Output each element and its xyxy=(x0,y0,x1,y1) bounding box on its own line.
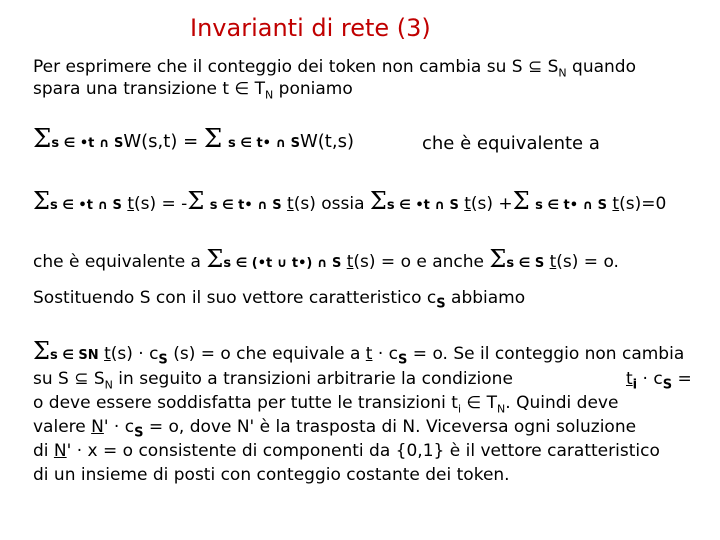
subscript: S xyxy=(158,352,168,368)
sum-subscript: s ∈ SN xyxy=(49,348,99,363)
body-text: ' · c xyxy=(103,417,135,437)
equation-text: W(t,s) xyxy=(299,131,354,152)
body-text: (s) = o che equivale a xyxy=(167,344,366,364)
sum-symbol: Σ xyxy=(512,187,530,215)
subscript: S xyxy=(662,377,673,393)
vector-t: t xyxy=(626,369,633,389)
equation-text: (s) = - xyxy=(134,194,188,214)
intro-line-2 xyxy=(33,78,353,106)
paragraph-line-5 xyxy=(33,440,660,462)
body-text: o deve essere soddisfatta per tutte le transizioni t xyxy=(33,393,458,413)
body-text: = o, dove N' è la trasposta di N. Viceversa ogni soluzione xyxy=(143,417,637,437)
body-text: Sostituendo S con il suo vettore caratteristico c xyxy=(33,288,437,308)
subscript: N xyxy=(265,88,274,102)
sum-subscript: s ∈ •t ∩ S xyxy=(49,198,122,213)
sum-subscript: s ∈ t• ∩ S xyxy=(209,198,282,213)
vector-t: t xyxy=(127,194,134,214)
body-text: ∈ T xyxy=(461,393,498,413)
sum-symbol: Σ xyxy=(187,187,205,215)
equation-1-tail: che è equivalente a xyxy=(422,133,600,154)
equation-text: che è equivalente a xyxy=(33,252,201,272)
intro-text: Per esprimere che il conteggio dei token non cambia su S ⊆ S xyxy=(33,57,559,77)
sum-subscript: s ∈ (•t ∪ t•) ∩ S xyxy=(223,256,342,271)
sum-symbol: Σ xyxy=(33,124,52,154)
substitution-line xyxy=(33,287,525,315)
body-text: = o. Se il conteggio non cambia xyxy=(407,344,685,364)
slide-title: Invarianti di rete (3) xyxy=(190,14,431,42)
sum-symbol: Σ xyxy=(33,337,50,365)
subscript: i xyxy=(632,377,638,393)
paragraph-line-6: di un insieme di posti con conteggio costante dei token. xyxy=(33,465,510,485)
vector-t: t xyxy=(104,344,111,364)
sum-symbol: Σ xyxy=(206,245,224,273)
paragraph-line-1 xyxy=(33,337,685,371)
vector-t: t xyxy=(287,194,294,214)
sum-symbol: Σ xyxy=(33,187,50,215)
paragraph-line-2-formula xyxy=(626,368,692,396)
equation-text: (s) = o e anche xyxy=(353,252,485,272)
body-text: valere xyxy=(33,417,92,437)
body-text: = xyxy=(672,369,692,389)
equation-text: (s) = o. xyxy=(556,252,619,272)
body-text: · c xyxy=(637,369,663,389)
equation-text: (s) ossia xyxy=(293,194,365,214)
equation-2 xyxy=(33,187,667,217)
sum-symbol: Σ xyxy=(369,187,387,215)
sum-subscript: s ∈ t• ∩ S xyxy=(535,198,608,213)
body-text: (s) · c xyxy=(110,344,159,364)
sum-subscript: s ∈ •t ∩ S xyxy=(386,198,459,213)
body-text: ' · x = o consistente di componenti da {0,1} è il vettore caratteristico xyxy=(66,441,660,461)
body-text: in seguito a transizioni arbitrarie la condizione xyxy=(112,369,513,389)
vector-t: t xyxy=(365,344,373,364)
equation-1 xyxy=(33,124,354,155)
sum-subscript: s ∈ •t ∩ S xyxy=(51,136,124,151)
sum-symbol: Σ xyxy=(489,245,507,273)
subscript: i xyxy=(457,402,462,416)
subscript: S xyxy=(436,296,446,312)
intro-text: poniamo xyxy=(273,79,353,99)
equation-text: (s) + xyxy=(470,194,513,214)
body-text: · c xyxy=(372,344,399,364)
sum-symbol: Σ xyxy=(203,124,223,154)
equation-text: W(s,t) = xyxy=(123,131,199,152)
vector-t: t xyxy=(612,194,620,214)
equation-3 xyxy=(33,245,619,275)
subscript: N xyxy=(497,402,506,416)
equation-text: (s)=0 xyxy=(619,194,667,214)
subscript: N xyxy=(558,66,567,80)
intro-text: quando xyxy=(566,57,636,77)
sum-subscript: s ∈ t• ∩ S xyxy=(228,136,300,151)
matrix-n: N xyxy=(53,441,67,461)
sum-subscript: s ∈ S xyxy=(506,256,545,271)
subscript: N xyxy=(104,378,113,392)
body-text: su S ⊆ S xyxy=(33,369,105,389)
vector-t: t xyxy=(464,194,471,214)
subscript: S xyxy=(134,425,144,441)
body-text: . Quindi deve xyxy=(505,393,619,413)
vector-t: t xyxy=(346,252,354,272)
vector-t: t xyxy=(549,252,557,272)
body-text: di xyxy=(33,441,54,461)
matrix-n: N xyxy=(91,417,104,437)
intro-text: spara una transizione t ∈ T xyxy=(33,79,266,99)
body-text: abbiamo xyxy=(445,288,526,308)
subscript: S xyxy=(398,352,408,368)
